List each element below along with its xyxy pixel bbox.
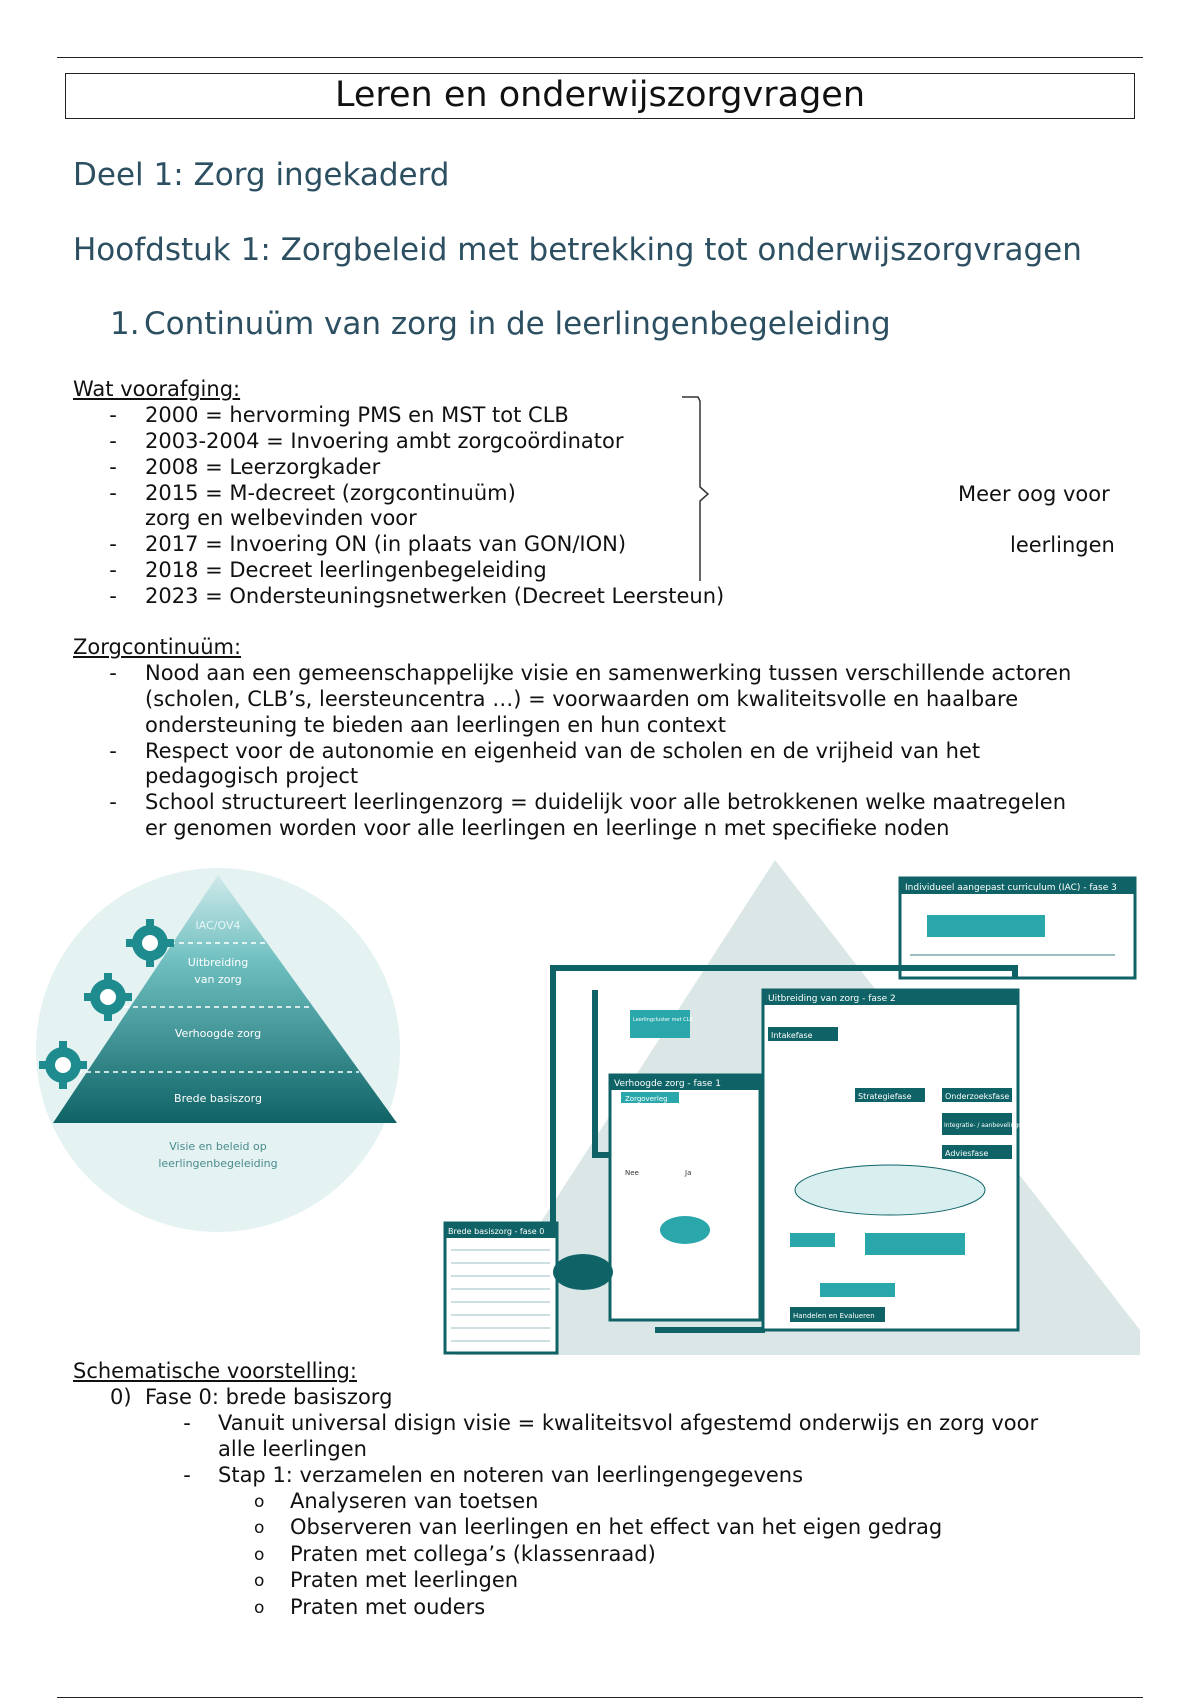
flow-ja: Ja — [685, 1169, 692, 1177]
schema-subpoint: Praten met collega’s (klassenraad) — [290, 1542, 656, 1566]
schema-subpoint: Observeren van leerlingen en het effect van het eigen gedrag — [290, 1515, 943, 1539]
bullet-dash: - — [109, 558, 117, 582]
flow-zorgoverleg: Zorgoverleg — [625, 1095, 668, 1103]
phase-title: Fase 0: brede basiszorg — [145, 1385, 393, 1409]
flow-handelen: Handelen en Evalueren — [793, 1312, 875, 1320]
schema-point-line: Stap 1: verzamelen en noteren van leerlingengegevens — [218, 1463, 804, 1487]
schema-subpoint: Praten met leerlingen — [290, 1568, 519, 1592]
bullet-dash: - — [183, 1463, 191, 1487]
schema-label: Schematische voorstelling: — [73, 1359, 357, 1383]
chapter-heading: Hoofdstuk 1: Zorgbeleid met betrekking tot onderwijszorgvragen — [73, 232, 1082, 268]
section-number: 1. — [110, 306, 140, 342]
flow-verhoogde-title: Verhoogde zorg - fase 1 — [614, 1079, 722, 1089]
zorg-item-line: Nood aan een gemeenschappelijke visie en samenwerking tussen verschillende actoren — [145, 661, 1072, 685]
flow-brede-title: Brede basiszorg - fase 0 — [448, 1227, 545, 1236]
flow-integratie: Integratie- / aanbevelingsfase — [944, 1122, 1034, 1129]
document-title: Leren en onderwijszorgvragen — [65, 73, 1135, 119]
bullet-dash: - — [109, 661, 117, 685]
zorg-item-line: Respect voor de autonomie en eigenheid van de scholen en de vrijheid van het — [145, 739, 981, 763]
flow-intake: Intakefase — [771, 1031, 813, 1040]
pyramid-level-uitbreiding: Uitbreiding — [187, 956, 249, 969]
zorg-item-line: pedagogisch project — [145, 764, 359, 788]
zorg-item-line: ondersteuning te bieden aan leerlingen en hun context — [145, 713, 726, 737]
circle-bullet-icon: o — [254, 1571, 265, 1591]
bullet-dash: - — [109, 455, 117, 479]
phase-number: 0) — [110, 1385, 132, 1409]
zorg-flowchart-figure — [435, 855, 1140, 1360]
flow-cloud — [795, 1165, 985, 1215]
zorg-item-line: er genomen worden voor alle leerlingen en leerlinge n met specifieke noden — [145, 816, 950, 840]
schema-point-line: Vanuit universal disign visie = kwaliteitsvol afgestemd onderwijs en zorg voor — [218, 1411, 1039, 1435]
schema-subpoint: Analyseren van toetsen — [290, 1489, 539, 1513]
pyramid-level-iac: IAC/OV4 — [195, 919, 241, 932]
circle-bullet-icon: o — [254, 1598, 265, 1618]
bullet-dash: - — [109, 532, 117, 556]
flow-nee: Nee — [625, 1169, 639, 1177]
circle-bullet-icon: o — [254, 1545, 265, 1565]
history-item: 2017 = Invoering ON (in plaats van GON/ION) — [145, 532, 627, 556]
top-rule — [57, 57, 1143, 58]
brace-icon — [680, 395, 710, 585]
pyramid-base-text: Visie en beleid op — [169, 1140, 267, 1153]
bottom-rule — [57, 1697, 1143, 1698]
part-heading: Deel 1: Zorg ingekaderd — [73, 157, 450, 193]
pyramid-level-verhoogde: Verhoogde zorg — [174, 1027, 262, 1040]
schema-point-line: alle leerlingen — [218, 1437, 367, 1461]
zorg-pyramid-figure — [25, 865, 415, 1235]
section-heading: Continuüm van zorg in de leerlingenbegeleiding — [144, 306, 891, 342]
zorg-item-line: (scholen, CLB’s, leersteuncentra …) = voorwaarden om kwaliteitsvolle en haalbare — [145, 687, 1019, 711]
zorgcontinuum-label: Zorgcontinuüm: — [73, 635, 242, 659]
flow-uitbreiding-title: Uitbreiding van zorg - fase 2 — [768, 994, 896, 1004]
flow-iac-title: Individueel aangepast curriculum (IAC) - fase 3 — [905, 883, 1117, 893]
bullet-dash: - — [109, 739, 117, 763]
bullet-dash: - — [109, 790, 117, 814]
history-item: 2015 = M-decreet (zorgcontinuüm) — [145, 481, 516, 505]
flow-cloud — [553, 1254, 613, 1290]
bullet-dash: - — [183, 1411, 191, 1435]
bullet-dash: - — [109, 481, 117, 505]
history-item: 2018 = Decreet leerlingenbegeleiding — [145, 558, 547, 582]
history-item: 2008 = Leerzorgkader — [145, 455, 381, 479]
circle-bullet-icon: o — [254, 1492, 265, 1512]
history-label: Wat voorafging: — [73, 377, 241, 401]
pyramid-base-text-2: leerlingenbegeleiding — [158, 1157, 278, 1170]
pyramid-level-uitbreiding-2: van zorg — [194, 973, 242, 986]
circle-bullet-icon: o — [254, 1518, 265, 1538]
history-note-line1: Meer oog voor — [958, 482, 1110, 506]
history-item: 2003-2004 = Invoering ambt zorgcoördinator — [145, 429, 624, 453]
flow-strategie: Strategiefase — [858, 1092, 912, 1101]
history-item: 2023 = Ondersteuningsnetwerken (Decreet Leersteun) — [145, 584, 725, 608]
schema-subpoint: Praten met ouders — [290, 1595, 486, 1619]
bullet-dash: - — [109, 403, 117, 427]
bullet-dash: - — [109, 429, 117, 453]
history-note-line2: leerlingen — [1010, 533, 1115, 557]
history-item: 2000 = hervorming PMS en MST tot CLB — [145, 403, 569, 427]
bullet-dash: - — [109, 584, 117, 608]
flow-cloud — [660, 1216, 710, 1244]
pyramid-level-brede: Brede basiszorg — [174, 1092, 262, 1105]
zorg-item-line: School structureert leerlingenzorg = duidelijk voor alle betrokkenen welke maatregelen — [145, 790, 1067, 814]
flow-leerlingcluster: Leerlingcluster met CLB — [633, 1017, 693, 1023]
history-item-continuation: zorg en welbevinden voor — [145, 506, 417, 530]
flow-advies: Adviesfase — [945, 1149, 989, 1158]
flow-onderzoek: Onderzoeksfase — [945, 1092, 1010, 1101]
